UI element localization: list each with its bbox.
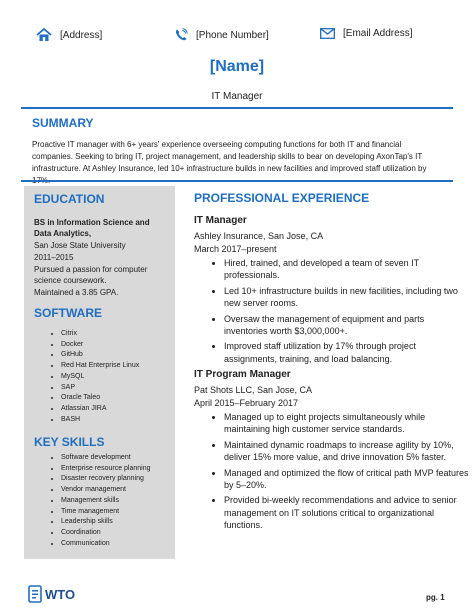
job-title: IT Program Manager	[194, 369, 291, 380]
list-item: • Communication	[61, 539, 151, 550]
job-dates: March 2017–present	[194, 244, 277, 254]
list-item: • Citrix	[61, 329, 139, 340]
list-item: • Hired, trained, and developed a team of seven IT professionals.	[224, 257, 470, 282]
list-item: • Led 10+ infrastructure builds in new facilities, including two new server rooms.	[224, 285, 470, 310]
list-item: • Managed up to eight projects simultaneously while maintaining high customer service standards.	[224, 411, 470, 436]
summary-heading: SUMMARY	[32, 116, 94, 130]
list-item: • SAP	[61, 383, 139, 394]
list-item: • Atlassian JIRA	[61, 404, 139, 415]
job-dates: April 2015–February 2017	[194, 398, 299, 408]
job-bullets	[210, 257, 470, 368]
list-item: • Oversaw the management of equipment and parts inventories worth $3,000,000+.	[224, 313, 470, 338]
list-item: • Enterprise resource planning	[61, 464, 151, 475]
key-skills-heading: KEY SKILLS	[34, 435, 105, 449]
sidebar	[24, 186, 175, 559]
email-contact	[320, 28, 412, 39]
job-company: Ashley Insurance, San Jose, CA	[194, 231, 324, 241]
list-item: • GitHub	[61, 350, 139, 361]
job-bullets	[210, 411, 470, 535]
envelope-icon	[320, 28, 335, 39]
candidate-name: [Name]	[209, 58, 265, 75]
phone-contact	[174, 28, 269, 42]
job-company: Pat Shots LLC, San Jose, CA	[194, 385, 313, 395]
list-item: • Managed and optimized the flow of critical path MVP features by 5–20%.	[224, 467, 470, 492]
list-item: • MySQL	[61, 372, 139, 383]
logo-icon	[28, 583, 108, 605]
list-item: • Management skills	[61, 496, 151, 507]
list-item: • Time management	[61, 507, 151, 518]
footer-logo	[28, 583, 108, 610]
education-years: 2011–2015	[34, 253, 74, 262]
phone-text: [Phone Number]	[196, 29, 269, 41]
summary-text: Proactive IT manager with 6+ years' experience overseeing computing functions for both IT and financial companies. Seeking to bring IT, project management, and leadership skills to bear on developing AxonTap's IT infrastructure. At Ashley Insurance, led 10+ infrastructure builds in new facilities and improved staff utilization by	[32, 140, 427, 173]
list-item: • Red Hat Enterprise Linux	[61, 361, 139, 372]
education-gpa: Maintained a 3.85 GPA.	[34, 288, 119, 297]
contact-bar	[36, 28, 416, 46]
home-icon	[36, 28, 52, 42]
address-contact	[36, 28, 102, 42]
skills-list	[50, 453, 151, 549]
software-list	[50, 329, 139, 425]
job-title: IT Manager	[194, 215, 247, 226]
list-item: • Oracle Taleo	[61, 393, 139, 404]
logo-text: WTO	[45, 587, 76, 602]
education-school: San Jose State University	[34, 241, 126, 250]
experience-heading: PROFESSIONAL EXPERIENCE	[194, 191, 370, 205]
list-item: • Coordination	[61, 528, 151, 539]
summary-divider	[21, 180, 453, 182]
list-item: • Docker	[61, 340, 139, 351]
phone-icon	[174, 28, 188, 42]
list-item: • Provided bi-weekly recommendations and advice to senior management on IT solutions critical to organizational functions.	[224, 494, 470, 531]
job-role: IT Manager	[211, 91, 263, 102]
page-number: pg. 1	[426, 593, 445, 602]
education-note: Pursued a passion for computer science coursework.	[34, 265, 148, 286]
email-text: [Email Address]	[343, 28, 413, 39]
list-item: • Software development	[61, 453, 151, 464]
education-heading: EDUCATION	[34, 192, 105, 206]
education-degree: BS in Information Science and Data Analytics,	[34, 218, 150, 239]
list-item: • BASH	[61, 415, 139, 426]
list-item: • Disaster recovery planning	[61, 474, 151, 485]
list-item: • Maintained dynamic roadmaps to increase agility by 10%, deliver 15% more value, and drive innovation 5% faster.	[224, 439, 470, 464]
list-item: • Leadership skills	[61, 517, 151, 528]
software-heading: SOFTWARE	[34, 306, 102, 320]
header-divider	[21, 107, 453, 109]
list-item: • Improved staff utilization by 17% through project assignments, training, and load balancing.	[224, 340, 470, 365]
list-item: • Vendor management	[61, 485, 151, 496]
address-text: [Address]	[60, 29, 103, 41]
